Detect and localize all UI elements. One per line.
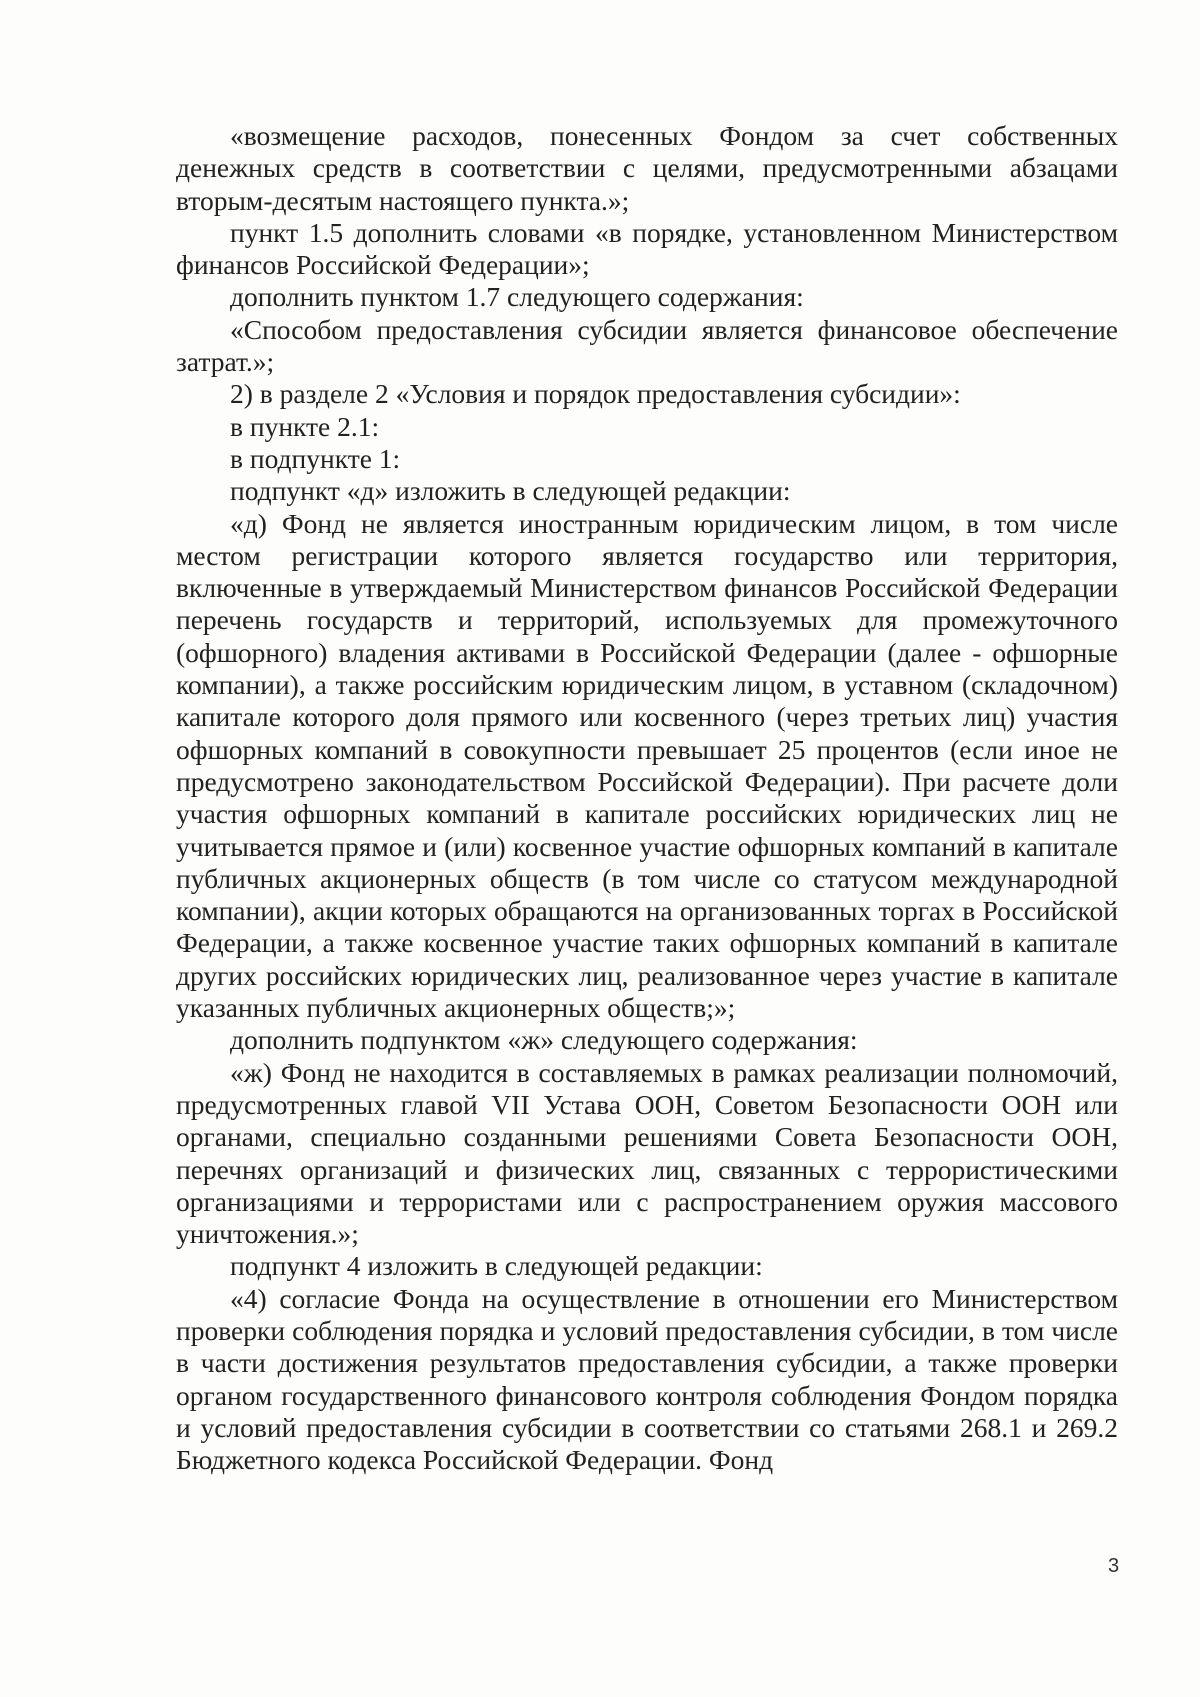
paragraph-subitem-4-intro: подпункт 4 изложить в следующей редакции:: [230, 1250, 763, 1282]
paragraph-clause-2-1: в пункте 2.1:: [230, 410, 380, 442]
paragraph-subitem-zh-intro: дополнить подпунктом «ж» следующего содержания:: [230, 1024, 858, 1056]
document-body: [176, 120, 1118, 1476]
paragraph-section-2: 2) в разделе 2 «Условия и порядок предоставления субсидии»:: [230, 378, 961, 410]
page-number: 3: [1108, 1555, 1120, 1577]
paragraph-clause-1-5: пункт 1.5 дополнить словами «в порядке, установленном Министерством финансов Российской Федерации»;: [176, 216, 1118, 281]
paragraph-expense-reimbursement: «возмещение расходов, понесенных Фондом за счет собственных денежных средств в соответствии с целями, предусмотренными абзацами вторым-десятым настоящего пункта.»;: [176, 120, 1118, 216]
paragraph-add-clause-1-7: дополнить пунктом 1.7 следующего содержания:: [230, 281, 804, 313]
paragraph-subitem-zh-text: «ж) Фонд не находится в составляемых в рамках реализации полномочий, предусмотренных главой VII Устава ООН, Советом Безопасности ООН или органами, специально созданными решениями Совета Безопасности ООН, перечнях организаций и физических лиц, связанных с террористическими организациями и террористами или с распространением оружия массового уничтожения.»;: [176, 1056, 1118, 1250]
paragraph-subclause-1: в подпункте 1:: [230, 442, 401, 474]
paragraph-subitem-d-text: «д) Фонд не является иностранным юридическим лицом, в том числе местом регистрации которого является государство или территория, включенные в утверждаемый Министерством финансов Российской Федерации перечень государств и территорий, используемых для промежуточного (офшорного) владения активами в Российской Федерации (далее - офшорные компании), а также российским юридическим лицом, в уставном (складочном) капитале которого доля прямого или косвенного (через третьих лиц) участия офшорных компаний в совокупности превышает 25 процентов (если иное не предусмотрено законодательством Российской Федерации). При расчете доли участия офшорных компаний в капитале российских юридических лиц не учитывается прямое и (или) косвенное участие офшорных компаний в капитале публичных акционерных обществ (в том числе со статусом международной компании), акции которых обращаются на организованных торгах в Российской Федерации, а также косвенное участие таких офшорных компаний в капитале других российских юридических лиц, реализованное через участие в капитале указанных публичных акционерных обществ;»;: [176, 507, 1118, 1024]
paragraph-subitem-4-text: «4) согласие Фонда на осуществление в отношении его Министерством проверки соблюдения порядка и условий предоставления субсидии, в том числе в части достижения результатов предоставления субсидии, а также проверки органом государственного финансового контроля соблюдения Фондом порядка и условий предоставления субсидии в соответствии со статьями 268.1 и 269.2 Бюджетного кодекса Российской Федерации. Фонд: [176, 1282, 1118, 1476]
paragraph-subsidy-method: «Способом предоставления субсидии является финансовое обеспечение затрат.»;: [176, 313, 1118, 378]
paragraph-subitem-d-intro: подпункт «д» изложить в следующей редакции:: [230, 475, 791, 507]
